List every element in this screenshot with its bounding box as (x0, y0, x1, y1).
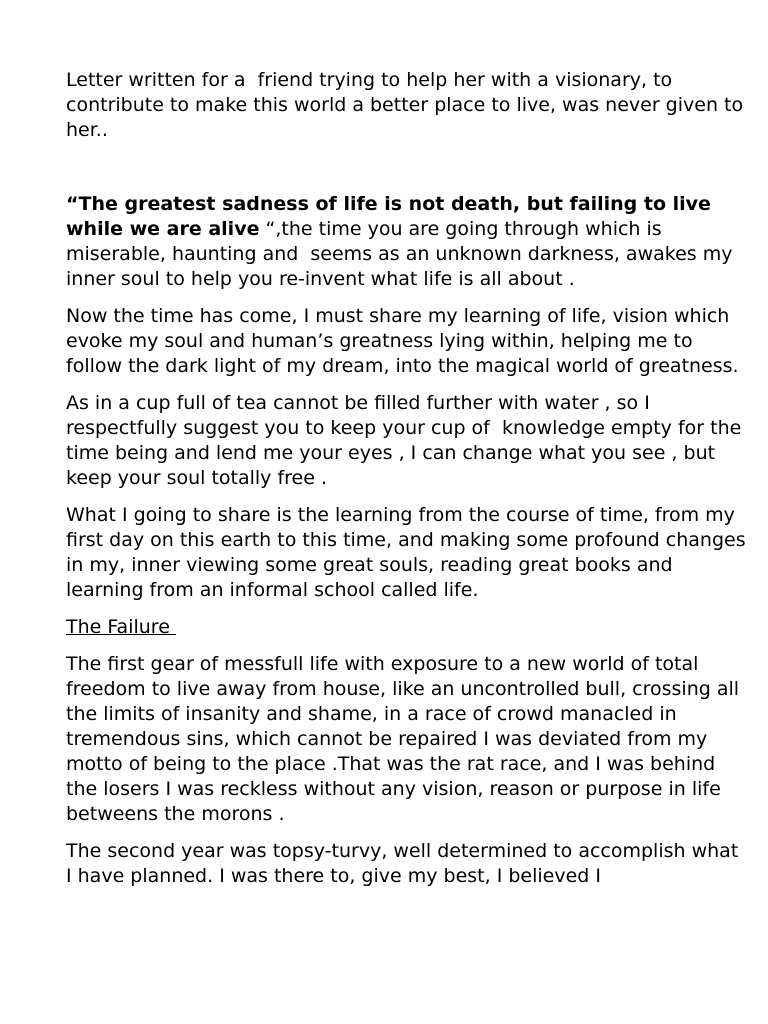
quote-paragraph (66, 192, 746, 292)
body-paragraph-3: What I going to share is the learning from the course of time, from my first day on this earth to this time, and making some profound changes in my, inner viewing some great souls, reading great books and learning from an informal school called life. (66, 504, 746, 601)
document-page (66, 68, 750, 901)
body-paragraph-1: Now the time has come, I must share my learning of life, vision which evoke my soul and human’s greatness lying within, helping me to follow the dark light of my dream, into the magical world of greatness. (66, 305, 739, 377)
quote-rest-text: “,the time you are going through which is miserable, haunting and seems as an unknown darkness, awakes my inner soul to help you re-invent what life is all about . (66, 218, 745, 290)
body-paragraph-2: As in a cup full of tea cannot be filled further with water , so I respectfully suggest you to keep your cup of knowledge empty for the time being and lend me your eyes , I can change what you see , but keep your soul totally free . (66, 392, 748, 489)
intro-paragraph: Letter written for a friend trying to help her with a visionary, to contribute to make this world a better place to live, was never given to her.. (66, 69, 750, 141)
section-heading-failure: The Failure (66, 616, 176, 638)
failure-paragraph-2: The second year was topsy-turvy, well determined to accomplish what I have planned. I was there to, give my best, I believed I (66, 840, 739, 887)
quote-bold-text: “The greatest sadness of life is not death, but failing to live while we are alive (66, 193, 718, 240)
failure-paragraph-1: The first gear of messfull life with exposure to a new world of total freedom to live away from house, like an uncontrolled bull, crossing all the limits of insanity and shame, in a race of crowd manacled in tremendous sins, which cannot be repaired I was deviated from my motto of being to the place .That was the rat race, and I was behind the losers I was reckless without any vision, reason or purpose in life betweens the morons . (66, 653, 740, 825)
